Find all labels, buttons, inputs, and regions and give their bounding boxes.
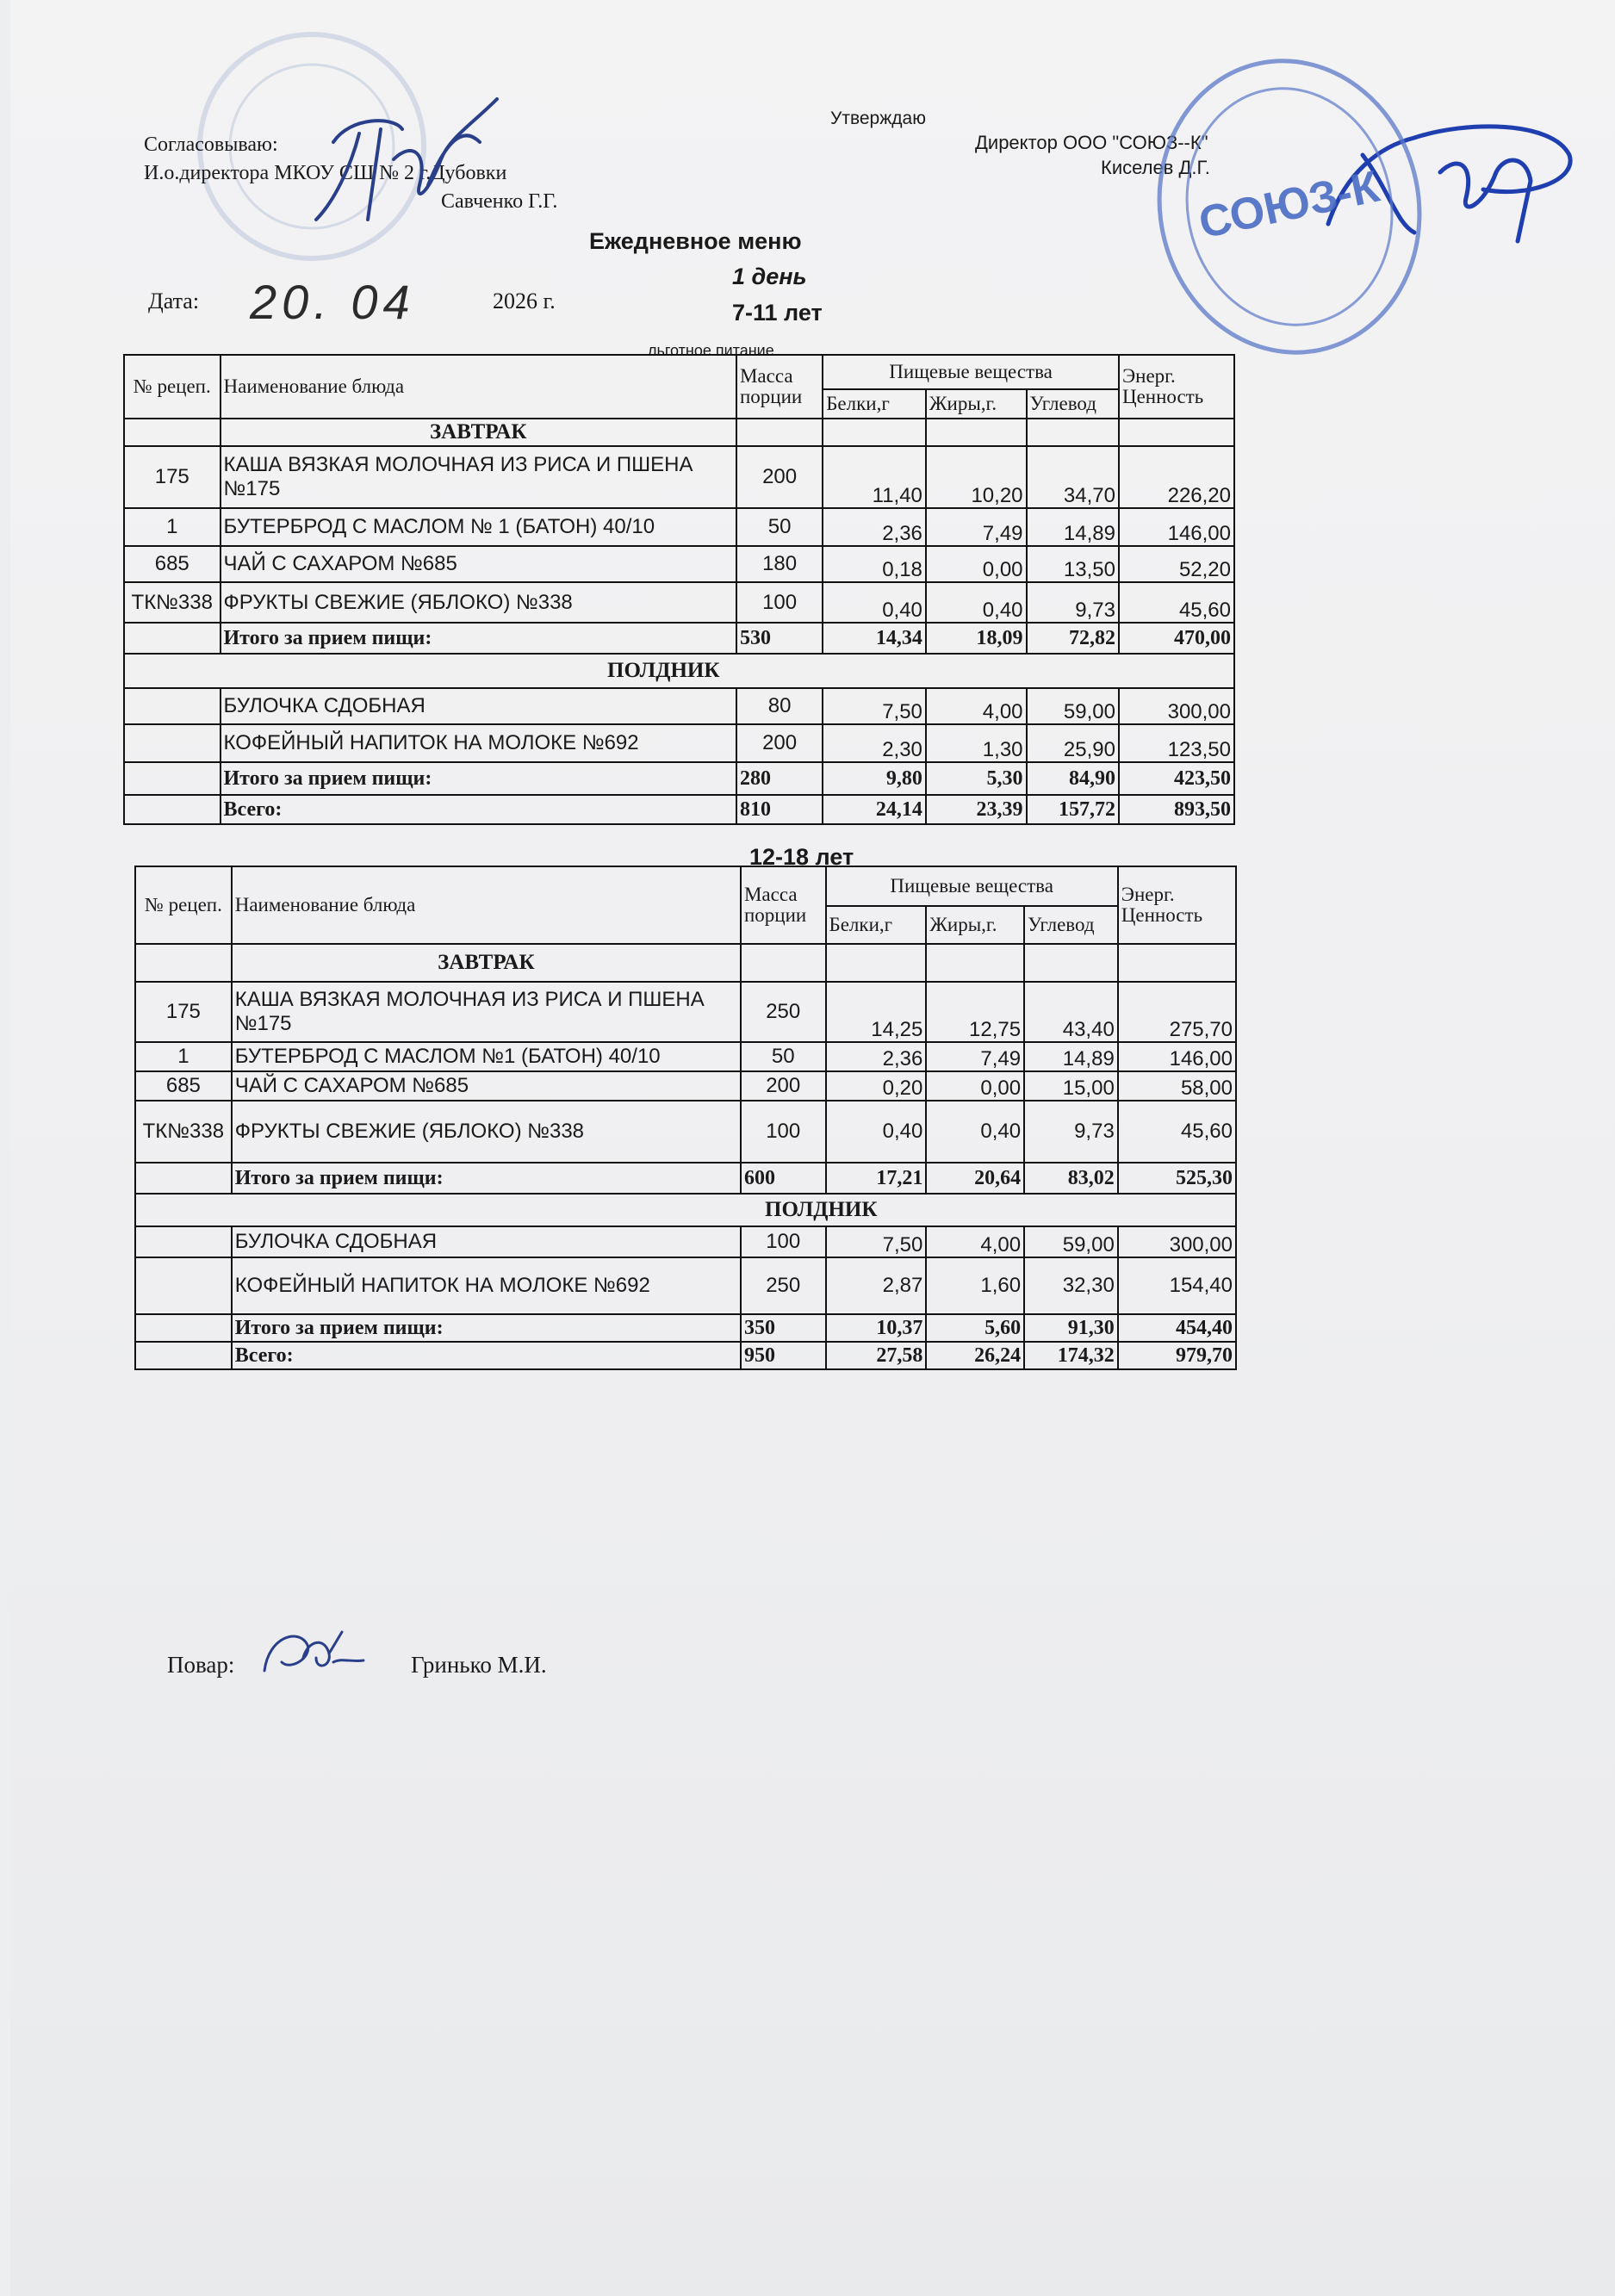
cook-name: Гринько М.И. [411,1652,547,1678]
col-recipe: № рецеп. [124,355,221,419]
age-group-12-18: 12-18 лет [749,844,854,870]
grand-total-row: Всего: 810 24,14 23,39 157,72 893,50 [124,795,1234,824]
total-row: Итого за прием пищи: 280 9,80 5,30 84,90 423,50 [124,762,1234,795]
col-energy: Энерг. Ценность [1118,866,1236,944]
table-row: ТК№338 ФРУКТЫ СВЕЖИЕ (ЯБЛОКО) №338 100 0,40 0,40 9,73 45,60 [135,1101,1236,1163]
total-row: Итого за прием пищи: 530 14,34 18,09 72,82 470,00 [124,623,1234,654]
col-carbs: Углевод [1027,389,1119,419]
age-group-7-11: 7-11 лет [732,300,823,326]
menu-table-12-18 [134,866,1237,1370]
col-proteins: Белки,г [826,906,927,944]
col-recipe: № рецеп. [135,866,232,944]
table-row: ТК№338 ФРУКТЫ СВЕЖИЕ (ЯБЛОКО) №338 100 0,40 0,40 9,73 45,60 [124,582,1234,623]
total-row: Итого за прием пищи: 350 10,37 5,60 91,30 454,40 [135,1314,1236,1342]
col-mass: Масса порции [741,866,826,944]
col-nutrients: Пищевые вещества [823,355,1119,389]
date-value: 20. 04 [250,275,415,329]
table-row: БУЛОЧКА СДОБНАЯ 100 7,50 4,00 59,00 300,00 [135,1226,1236,1257]
menu-subtitle: льготное питание [648,342,774,359]
day-label: 1 день [732,264,807,289]
date-label: Дата: [148,289,200,313]
col-dish: Наименование блюда [232,866,741,944]
section-breakfast: ЗАВТРАК [232,944,741,982]
section-snack: ПОЛДНИК [135,1194,1236,1226]
table-row: КОФЕЙНЫЙ НАПИТОК НА МОЛОКЕ №692 200 2,30 1,30 25,90 123,50 [124,724,1234,762]
col-fats: Жиры,г. [926,906,1024,944]
col-carbs: Углевод [1024,906,1118,944]
table-row: КОФЕЙНЫЙ НАПИТОК НА МОЛОКЕ №692 250 2,87 1,60 32,30 154,40 [135,1257,1236,1314]
col-fats: Жиры,г. [926,389,1027,419]
signature-cook [256,1619,368,1697]
approve-label: Утверждаю [830,109,926,128]
table-row: 1 БУТЕРБРОД С МАСЛОМ №1 (БАТОН) 40/10 50 2,36 7,49 14,89 146,00 [135,1042,1236,1071]
document-page [10,0,1615,2296]
company-stamp [1147,34,1432,379]
director-name: Киселев Д.Г. [1101,157,1210,178]
cook-label: Повар: [167,1652,235,1678]
col-mass: Масса порции [736,355,823,419]
col-proteins: Белки,г [823,389,926,419]
table-row: 175 КАША ВЯЗКАЯ МОЛОЧНАЯ ИЗ РИСА И ПШЕНА №175 250 14,25 12,75 43,40 275,70 [135,982,1236,1042]
menu-table-7-11 [123,354,1235,825]
total-row: Итого за прием пищи: 600 17,21 20,64 83,02 525,30 [135,1163,1236,1194]
director-title: Директор ООО "СОЮЗ--К" [975,132,1208,153]
col-nutrients: Пищевые вещества [826,866,1118,906]
table-row: 1 БУТЕРБРОД С МАСЛОМ № 1 (БАТОН) 40/10 50 2,36 7,49 14,89 146,00 [124,508,1234,546]
table-row: БУЛОЧКА СДОБНАЯ 80 7,50 4,00 59,00 300,00 [124,688,1234,724]
table-row: 175 КАША ВЯЗКАЯ МОЛОЧНАЯ ИЗ РИСА И ПШЕНА №175 200 11,40 10,20 34,70 226,20 [124,446,1234,508]
signature-school-director [299,90,523,245]
table-row: 685 ЧАЙ С САХАРОМ №685 200 0,20 0,00 15,00 58,00 [135,1071,1236,1101]
school-director-name: Савченко Г.Г. [441,190,558,213]
agree-label: Согласовываю: [144,133,278,156]
school-director: И.о.директора МКОУ СШ № 2 г.Дубовки [144,162,507,184]
table-row: 685 ЧАЙ С САХАРОМ №685 180 0,18 0,00 13,50 52,20 [124,546,1234,582]
stamp-text: СОЮЗ-К [1194,161,1384,249]
year-label: 2026 г. [493,289,556,313]
col-energy: Энерг. Ценность [1119,355,1234,419]
section-snack: ПОЛДНИК [124,654,1234,688]
grand-total-row: Всего: 950 27,58 26,24 174,32 979,70 [135,1342,1236,1369]
col-dish: Наименование блюда [221,355,736,419]
section-breakfast: ЗАВТРАК [221,419,736,446]
page-title: Ежедневное меню [589,228,802,254]
